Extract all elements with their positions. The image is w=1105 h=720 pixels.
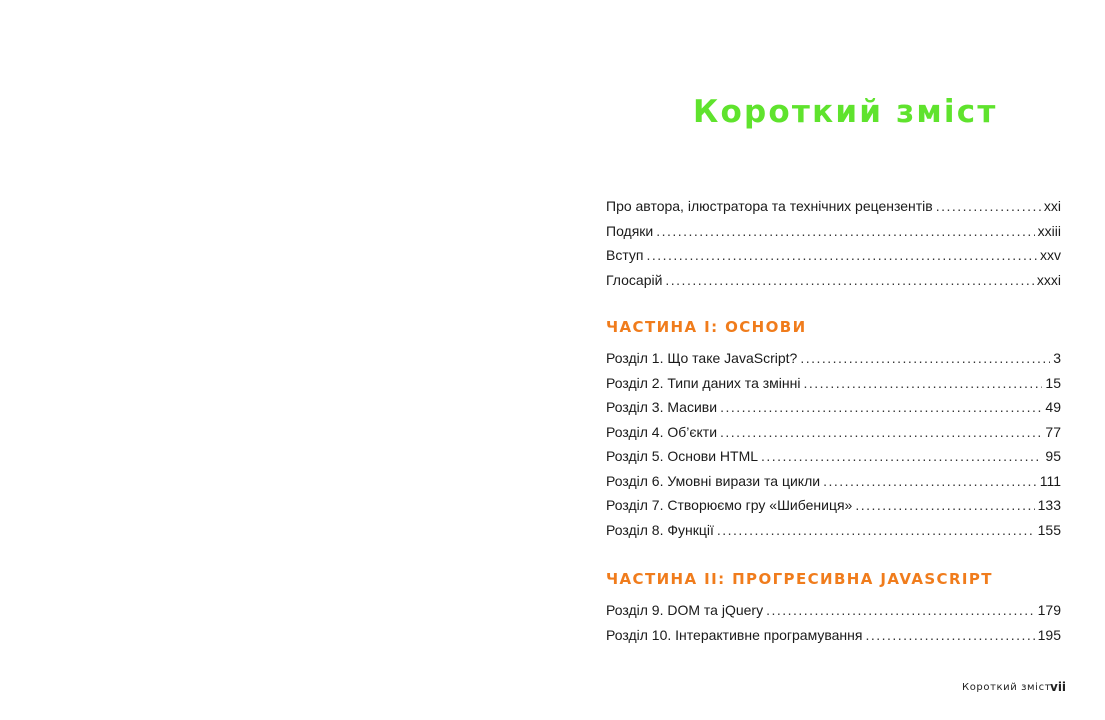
toc-entry-page: xxxi — [1036, 271, 1061, 288]
toc-entry-page: 133 — [1037, 497, 1061, 513]
toc-entry-page: xxv — [1040, 247, 1061, 263]
toc-front-matter — [606, 198, 1061, 296]
dot-leader — [803, 375, 1042, 391]
toc-entry[interactable] — [606, 424, 1061, 449]
toc-entry-page: xxi — [1043, 198, 1061, 214]
dot-leader — [717, 522, 1035, 538]
toc-entry-page: 95 — [1045, 448, 1061, 464]
toc-part-1 — [606, 350, 1061, 546]
toc-entry[interactable] — [606, 399, 1061, 424]
dot-leader — [761, 448, 1042, 464]
toc-entry-label: Розділ 10. Інтерактивне програмування — [606, 626, 863, 643]
toc-entry-page: 195 — [1037, 626, 1061, 643]
toc-part-2 — [606, 602, 1061, 651]
toc-entry-page: 49 — [1045, 399, 1061, 415]
toc-entry[interactable] — [606, 272, 1061, 297]
running-title: Короткий зміст — [962, 682, 1052, 693]
page-number: vii — [1050, 680, 1067, 694]
toc-entry-label: Розділ 6. Умовні вирази та цикли — [606, 472, 821, 489]
toc-entry[interactable] — [606, 627, 1061, 652]
page-title: Короткий зміст — [693, 94, 998, 130]
toc-entry-label: Розділ 4. Об’єкти — [606, 423, 718, 440]
toc-entry-label: Про автора, ілюстратора та технічних рецензентів — [606, 198, 933, 214]
toc-entry[interactable] — [606, 522, 1061, 547]
toc-entry[interactable] — [606, 350, 1061, 375]
dot-leader — [720, 424, 1042, 440]
toc-entry-page: 15 — [1045, 374, 1061, 391]
dot-leader — [656, 223, 1034, 239]
toc-entry[interactable] — [606, 497, 1061, 522]
part-heading: ЧАСТИНА II: ПРОГРЕСИВНА JAVASCRIPT — [606, 570, 993, 588]
toc-entry[interactable] — [606, 223, 1061, 248]
dot-leader — [647, 247, 1038, 263]
toc-entry-label: Вступ — [606, 247, 644, 263]
toc-entry-page: 179 — [1037, 602, 1061, 618]
toc-entry[interactable] — [606, 602, 1061, 627]
toc-entry[interactable] — [606, 247, 1061, 272]
toc-entry[interactable] — [606, 375, 1061, 400]
toc-entry-page: xxiii — [1037, 222, 1061, 239]
dot-leader — [936, 198, 1041, 214]
dot-leader — [800, 350, 1050, 366]
toc-entry-page: 3 — [1053, 350, 1061, 366]
toc-entry-page: 155 — [1037, 521, 1061, 538]
dot-leader — [665, 272, 1033, 288]
toc-entry-label: Подяки — [606, 222, 654, 239]
dot-leader — [865, 627, 1034, 643]
dot-leader — [766, 602, 1035, 618]
toc-entry-label: Розділ 8. Функції — [606, 521, 714, 538]
toc-entry-label: Розділ 2. Типи даних та змінні — [606, 374, 801, 391]
dot-leader — [823, 473, 1037, 489]
toc-entry[interactable] — [606, 198, 1061, 223]
toc-entry-label: Розділ 9. DOM та jQuery — [606, 602, 764, 618]
toc-entry-label: Розділ 7. Створюємо гру «Шибениця» — [606, 497, 853, 513]
toc-entry-page: 111 — [1039, 472, 1061, 489]
toc-entry-label: Розділ 3. Масиви — [606, 399, 718, 415]
part-heading: ЧАСТИНА I: ОСНОВИ — [606, 318, 807, 336]
toc-entry-page: 77 — [1045, 423, 1061, 440]
toc-entry-label: Розділ 5. Основи HTML — [606, 448, 759, 464]
dot-leader — [855, 497, 1034, 513]
dot-leader — [720, 399, 1042, 415]
toc-entry-label: Глосарій — [606, 271, 663, 288]
toc-entry[interactable] — [606, 473, 1061, 498]
toc-entry[interactable] — [606, 448, 1061, 473]
toc-entry-label: Розділ 1. Що таке JavaScript? — [606, 350, 798, 366]
